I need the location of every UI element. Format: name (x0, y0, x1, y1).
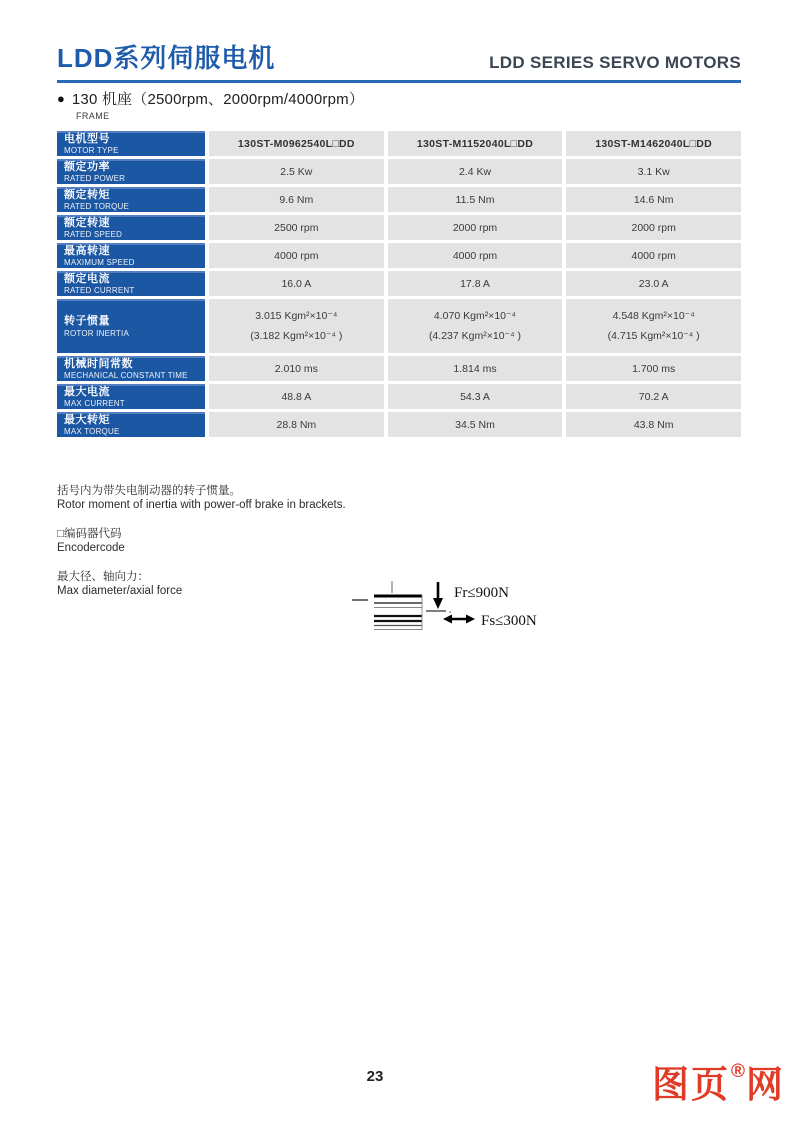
value-cell: 4000 rpm (209, 243, 384, 268)
note-en: Max diameter/axial force (57, 585, 183, 597)
radial-force-arrow (433, 582, 443, 609)
value-cell (566, 299, 741, 353)
row-label-cn: 电机型号 (64, 132, 110, 145)
inertia-value: 3.015 Kgm²×10⁻⁴ (255, 310, 338, 322)
row-header (57, 384, 205, 409)
note-axial-force (57, 570, 346, 598)
row-label-cn: 最高转速 (64, 244, 110, 257)
value-cell: 28.8 Nm (209, 412, 384, 437)
value-cell: 43.8 Nm (566, 412, 741, 437)
row-label-cn: 最大转矩 (64, 413, 110, 426)
value-cell: 4000 rpm (566, 243, 741, 268)
value-cell: 9.6 Nm (209, 187, 384, 212)
logo-text: 网 (746, 1064, 785, 1105)
row-label-cn: 额定电流 (64, 272, 110, 285)
logo-text: 图页 (652, 1064, 730, 1105)
row-label-en: RATED CURRENT (64, 286, 135, 296)
value-cell: 34.5 Nm (388, 412, 563, 437)
row-label-cn: 机械时间常数 (64, 357, 133, 370)
section-subtitle: FRAME (76, 111, 110, 121)
row-label-en: MECHANICAL CONSTANT TIME (64, 371, 188, 381)
value-cell: 1.814 ms (388, 356, 563, 381)
row-label-en: MAX TORQUE (64, 427, 120, 437)
row-header (57, 187, 205, 212)
row-label-en: RATED POWER (64, 174, 126, 184)
value-cell: 2000 rpm (566, 215, 741, 240)
note-en: Encodercode (57, 542, 125, 554)
note-cn: 括号内为带失电制动器的转子惯量。 (57, 485, 241, 497)
section-title: 130 机座（2500rpm、2000rpm/4000rpm） (71, 91, 365, 108)
row-label-cn: 转子惯量 (64, 315, 110, 328)
row-label-en: ROTOR INERTIA (64, 328, 129, 338)
note-cn: □编码器代码 (57, 528, 122, 540)
value-cell: 2500 rpm (209, 215, 384, 240)
page-number: 23 (366, 1068, 384, 1085)
value-cell: 4000 rpm (388, 243, 563, 268)
note-cn: 最大径、轴向力： (57, 571, 149, 583)
row-label-cn: 额定转矩 (64, 188, 110, 201)
row-header (57, 412, 205, 437)
inertia-value: 4.070 Kgm²×10⁻⁴ (433, 310, 517, 322)
value-cell: 14.6 Nm (566, 187, 741, 212)
row-header (57, 215, 205, 240)
page-title-en: LDD SERIES SERVO MOTORS (489, 53, 741, 72)
value-cell: 11.5 Nm (388, 187, 563, 212)
page-title-cn: LDD系列伺服电机 (57, 43, 276, 73)
value-cell: 70.2 A (566, 384, 741, 409)
inertia-value-with-brake: (3.182 Kgm²×10⁻⁴ ) (250, 330, 343, 342)
inertia-value-with-brake: (4.237 Kgm²×10⁻⁴ ) (428, 330, 522, 342)
row-header (57, 299, 205, 353)
value-cell: 17.8 A (388, 271, 563, 296)
value-cell: 130ST-M1462040L□DD (566, 131, 741, 156)
inertia-value-with-brake: (4.715 Kgm²×10⁻⁴ ) (607, 330, 700, 342)
row-header (57, 131, 205, 156)
row-header (57, 243, 205, 268)
bullet-icon: ● (57, 91, 65, 106)
row-label-en: MAX CURRENT (64, 399, 125, 409)
value-cell: 2.5 Kw (209, 159, 384, 184)
notes (57, 484, 346, 613)
registered-trademark-icon: ® (731, 1061, 745, 1082)
page-header (57, 38, 741, 83)
axial-force-arrow (443, 615, 475, 624)
row-header (57, 159, 205, 184)
value-cell: 54.3 A (388, 384, 563, 409)
value-cell: 48.8 A (209, 384, 384, 409)
note-brackets (57, 484, 346, 512)
value-cell (388, 299, 563, 353)
row-header (57, 356, 205, 381)
value-cell: 130ST-M0962540L□DD (209, 131, 384, 156)
radial-force-label: Fr≤900N (454, 585, 509, 601)
watermark-logo (652, 1061, 785, 1105)
spec-table (57, 131, 741, 437)
axial-force-label: Fs≤300N (481, 613, 537, 629)
row-header (57, 271, 205, 296)
shaft-force-diagram (348, 578, 558, 640)
value-cell: 23.0 A (566, 271, 741, 296)
row-label-en: MOTOR TYPE (64, 146, 119, 156)
row-label-cn: 额定功率 (64, 160, 110, 173)
value-cell: 2.4 Kw (388, 159, 563, 184)
row-label-cn: 额定转速 (64, 216, 110, 229)
value-cell: 3.1 Kw (566, 159, 741, 184)
value-cell: 16.0 A (209, 271, 384, 296)
row-label-cn: 最大电流 (64, 385, 110, 398)
value-cell: 2000 rpm (388, 215, 563, 240)
row-label-en: RATED TORQUE (64, 202, 130, 212)
row-label-en: RATED SPEED (64, 230, 123, 240)
section-heading (57, 88, 364, 121)
note-encoder (57, 527, 346, 555)
value-cell: 130ST-M1152040L□DD (388, 131, 563, 156)
value-cell: 2.010 ms (209, 356, 384, 381)
row-label-en: MAXIMUM SPEED (64, 258, 135, 268)
value-cell: 1.700 ms (566, 356, 741, 381)
value-cell (209, 299, 384, 353)
note-en: Rotor moment of inertia with power-off brake in brackets. (57, 499, 346, 511)
inertia-value: 4.548 Kgm²×10⁻⁴ (612, 310, 695, 322)
